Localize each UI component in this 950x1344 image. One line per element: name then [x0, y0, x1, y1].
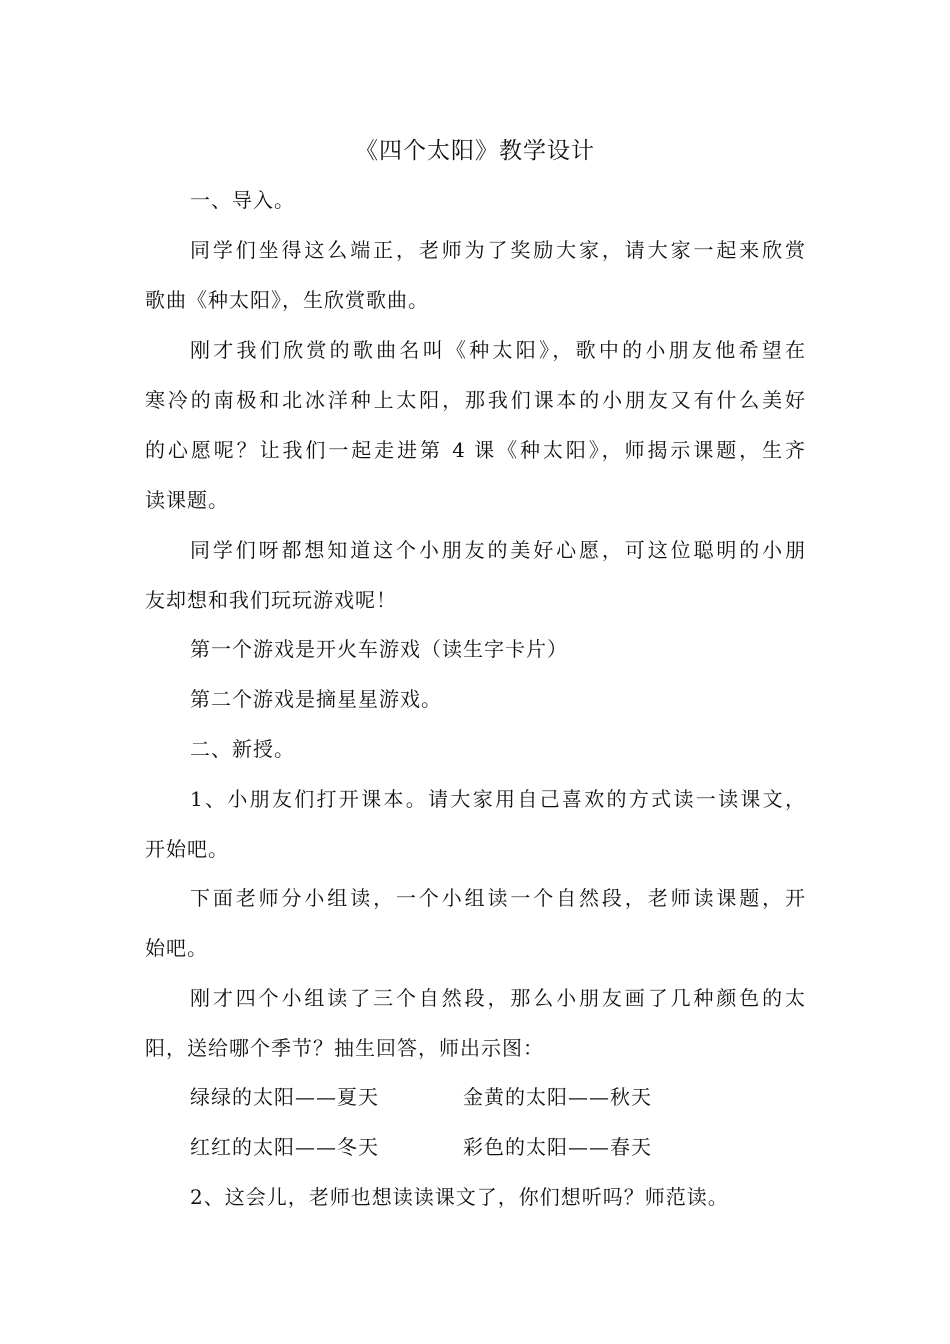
paragraph-line: 刚才我们欣赏的歌曲名叫《种太阳》，歌中的小朋友他希望在 — [190, 338, 805, 362]
paragraph-line: 开始吧。 — [145, 837, 229, 861]
paragraph-line: 第二个游戏是摘星星游戏。 — [190, 687, 442, 711]
paragraph-line: 寒冷的南极和北冰洋种上太阳，那我们课本的小朋友又有什么美好 — [145, 388, 805, 412]
document-title: 《四个太阳》教学设计 — [355, 138, 595, 164]
paragraph-line: 阳，送给哪个季节？抽生回答，师出示图： — [145, 1036, 544, 1060]
paragraph-line: 始吧。 — [145, 936, 208, 960]
paragraph-line: 友却想和我们玩玩游戏呢！ — [145, 588, 397, 612]
paragraph-line: 歌曲《种太阳》，生欣赏歌曲。 — [145, 288, 429, 312]
paragraph-line: 同学们坐得这么端正，老师为了奖励大家，请大家一起来欣赏 — [190, 238, 805, 262]
paragraph-line: 2、这会儿，老师也想读读课文了，你们想听吗？师范读。 — [190, 1185, 729, 1209]
sun-season-pair-left: 红红的太阳——冬天 — [190, 1135, 379, 1159]
paragraph-line: 下面老师分小组读，一个小组读一个自然段，老师读课题，开 — [190, 886, 805, 910]
sun-season-pair-right: 彩色的太阳——春天 — [463, 1135, 652, 1159]
sun-season-pair-right: 金黄的太阳——秋天 — [463, 1085, 652, 1109]
sun-season-pair-left: 绿绿的太阳——夏天 — [190, 1085, 379, 1109]
paragraph-line: 刚才四个小组读了三个自然段，那么小朋友画了几种颜色的太 — [190, 986, 805, 1010]
paragraph-line: 读课题。 — [145, 488, 229, 512]
paragraph-line: 同学们呀都想知道这个小朋友的美好心愿，可这位聪明的小朋 — [190, 538, 805, 562]
paragraph-line: 第一个游戏是开火车游戏（读生字卡片） — [190, 637, 568, 661]
section-heading-new-lesson: 二、新授。 — [190, 737, 295, 761]
paragraph-line: 的心愿呢？让我们一起走进第 4 课《种太阳》，师揭示课题，生齐 — [145, 438, 805, 462]
section-heading-intro: 一、导入。 — [190, 188, 295, 212]
paragraph-line: 1、小朋友们打开课本。请大家用自己喜欢的方式读一读课文， — [190, 787, 805, 811]
